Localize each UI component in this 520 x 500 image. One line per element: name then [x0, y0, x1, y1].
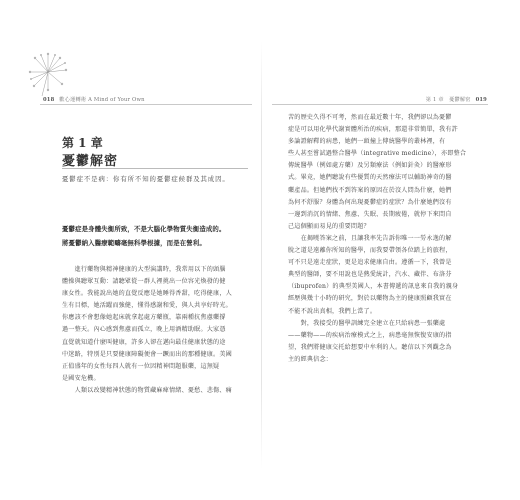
book-gutter: [261, 40, 262, 470]
text-line: 你應該不會想像她起床就拿起處方藥瓶，靠兩種抗焦慮藥撐: [62, 314, 226, 322]
dandelion-icon: [22, 46, 74, 98]
header-rule-right: [272, 104, 488, 105]
page-number-left: 018: [43, 97, 55, 103]
text-line: 生有目標，她活躍而強健，懂得感謝和愛，與人共享好時光。: [62, 302, 232, 310]
chapter-number: 第 1 章: [62, 136, 103, 150]
text-line: 些人甚至嘗試過整合醫學（integrative medicine），亦即整合: [288, 150, 467, 158]
text-line: （ibuprofen）的典型美國人，本書傳遞的訊息來自我的親身: [288, 283, 459, 291]
text-line: 望，我們將健康交托給想要中牟利的人。聽信以下列觀念為: [288, 343, 452, 351]
text-line: 症是可以用化學代謝實體所治的疾病，那還非常簡單，我有許: [288, 126, 458, 134]
pull-quote-line: 憂鬱症是身體失衡所致，不是大腦化學物質失衡造成的。: [62, 225, 226, 233]
running-head-left: [40, 96, 145, 103]
text-line: 中迷路，特別是只要健康障礙便會一蹶而出的那種健康。美國: [62, 350, 232, 358]
text-line: 式。畢竟，她們聽說有些優質的天然療法可以輔助神奇的醫: [288, 174, 452, 182]
text-line: 一邊到消沉的情緒、焦慮、失眠、長期疲倦，就停下來問自: [288, 210, 452, 218]
text-line: ——藥物——的疾病治療模式之上，病患毫無恢復安康的指: [288, 331, 452, 339]
text-line: 直覺就知道什麼叫健康，許多人卻在邁向最佳健康狀態的途: [62, 338, 226, 346]
text-line: 藥產品。但她們找不到答案的原因在於沒人問為什麼，她們: [288, 186, 452, 194]
text-line: 過一整天。內心感到焦慮而孤立，晚上用酒精助眠。大家憑: [62, 326, 226, 334]
page-number-right: 019: [475, 97, 487, 103]
text-line: 己這個顯而易見的重要問題？: [288, 222, 370, 230]
text-line: 體操與聽眾互動：請聽眾從一群人裡挑出一位容光煥發的健: [62, 278, 226, 286]
text-line: 正值盛年的女性每四人就有一位因精神問題服藥，這無疑: [62, 362, 220, 370]
left-page-body: [62, 264, 250, 397]
right-page-body: [288, 112, 478, 366]
text-line: 為何不舒服？身體為何出現憂鬱症的症狀？為什麼她們沒有: [288, 198, 452, 206]
chapter-epigraph: 憂鬱症不是病：你有所不知的憂鬱症候群及其成因。: [62, 175, 230, 183]
chapter-label: 第 1 章 憂鬱解密: [425, 97, 471, 103]
text-line: 典型的醫師，要不用說也是熱愛統計，汽水、藏伴、布洛芬: [288, 271, 452, 279]
text-line: 康女性。我能說出她的直覺反應是她睡得香甜，吃得健康，人: [62, 290, 232, 298]
book-title: 歡心運轉術 A Mind of Your Own: [59, 97, 145, 103]
text-line: 是國安危機。: [62, 374, 100, 382]
text-line: 進行藥物與精神健康的大型演講時，我常用以下的頭腦: [62, 266, 226, 273]
header-rule-left: [40, 104, 252, 105]
chapter-rule: [62, 168, 248, 169]
text-line: 經歷與幾十小時的研究，對於以藥物為主的健康照顧我實在: [288, 295, 452, 303]
text-line: 可不只是遠走症狀，更是追求健康自由。遵循一下，我曾是: [288, 259, 452, 267]
text-line: 脫之道是遠離你所知的醫學，而我要帶領各位踏上的旅程，: [288, 247, 452, 255]
pull-quote-line: 將憂鬱納入醫療範疇毫無科學根據，而是在營利。: [62, 239, 206, 247]
text-line: 不能不說出真相，我們上當了。: [288, 307, 377, 315]
chapter-title: 憂鬱解密: [62, 154, 119, 169]
text-line: 在揭曉答案之前，且讓我率先告訴你唯一一勞永逸的解: [288, 234, 452, 242]
text-line: 苦的歷史久得不可考，然而在最近數十年，我們卻以為憂鬱: [288, 114, 452, 121]
text-line: 主的經典信念：: [288, 355, 333, 363]
running-head-right: [426, 96, 490, 103]
text-line: 多論證解釋的病患，她們一頭撞上傳統醫學的叢林裡，有: [288, 138, 446, 146]
text-line: 人類以改變精神狀態的物質藏麻痺情緒、憂愁、悲傷、痛: [62, 386, 232, 394]
pull-quote: [62, 222, 248, 250]
text-line: 傳統醫學（例如處方藥）及另類療法（例如針灸）的醫療形: [288, 162, 452, 170]
text-line: 對，我接受的醫學訓練完全建立在只給病患一張藥處: [288, 319, 446, 327]
